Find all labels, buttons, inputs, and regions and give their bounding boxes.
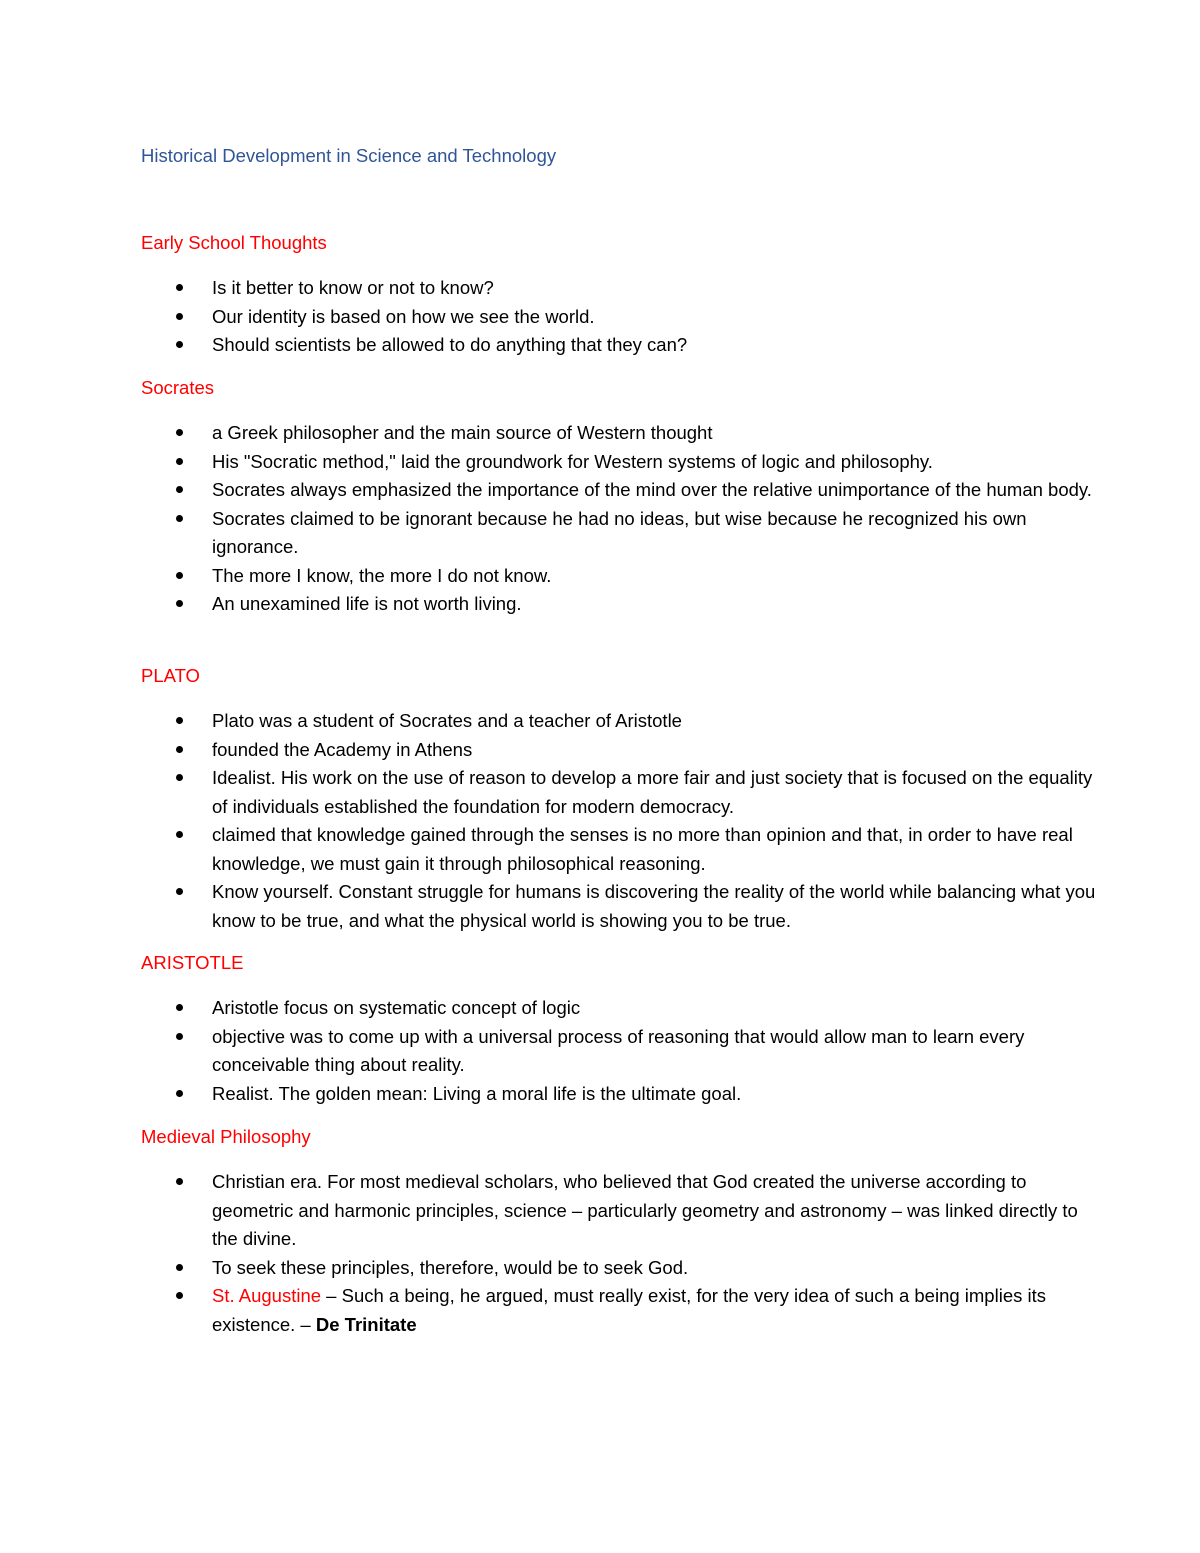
list-item <box>141 1080 1101 1109</box>
bullet-icon <box>176 1292 183 1299</box>
list-item-text: Idealist. His work on the use of reason to develop a more fair and just society that is focused on the equality of individuals established the foundation for modern democracy. <box>212 767 1093 817</box>
augustine-name: St. Augustine <box>212 1285 322 1306</box>
section-heading: Socrates <box>141 377 215 398</box>
bullet-icon <box>176 600 183 607</box>
list-item-text: Socrates claimed to be ignorant because he had no ideas, but wise because he recognized his own ignorance. <box>212 507 1027 557</box>
list-item-text: Christian era. For most medieval scholars, who believed that God created the universe according to geometric and harmonic principles, science – particularly geometry and astronomy – was linked directly to the divine. <box>212 1171 1078 1249</box>
list-item <box>141 994 1101 1023</box>
list-item-text: Should scientists be allowed to do anything that they can? <box>212 334 688 355</box>
list-item <box>141 1254 1101 1283</box>
section-heading: ARISTOTLE <box>141 952 244 973</box>
list-item <box>141 476 1101 505</box>
bullet-icon <box>176 429 183 436</box>
list-item <box>141 562 1101 591</box>
list-item <box>141 274 1101 303</box>
list-item <box>141 764 1101 821</box>
bullet-icon <box>176 831 183 838</box>
augustine-work-title: De Trinitate <box>315 1313 417 1335</box>
list-item-text: Is it better to know or not to know? <box>212 277 494 298</box>
list-item <box>141 707 1101 736</box>
section-early-school-thoughts <box>141 230 1101 360</box>
list-item-text: Realist. The golden mean: Living a moral life is the ultimate goal. <box>212 1082 742 1104</box>
bullet-list <box>141 419 1101 619</box>
document-title: Historical Development in Science and Technology <box>141 145 557 166</box>
list-item <box>141 505 1101 562</box>
list-item <box>141 590 1101 619</box>
list-item-text: objective was to come up with a universal process of reasoning that would allow man to learn every conceivable thing about reality. <box>212 1025 1025 1075</box>
bullet-icon <box>176 1004 183 1011</box>
section-heading: Early School Thoughts <box>141 232 327 253</box>
augustine-quote: – Such a being, he argued, must really exist, for the very idea of such a being implies its existence. – <box>212 1285 1046 1335</box>
bullet-icon <box>176 572 183 579</box>
section-medieval-philosophy <box>141 1124 1101 1339</box>
list-item-text: Plato was a student of Socrates and a teacher of Aristotle <box>212 710 682 731</box>
list-item <box>141 736 1101 765</box>
bullet-icon <box>176 774 183 781</box>
bullet-list <box>141 707 1101 935</box>
bullet-icon <box>176 1264 183 1271</box>
bullet-list <box>141 1168 1101 1339</box>
list-item-text: An unexamined life is not worth living. <box>212 593 522 614</box>
list-item-text: Know yourself. Constant struggle for humans is discovering the reality of the world while balancing what you know to be true, and what the physical world is showing you to be true. <box>212 881 1096 931</box>
list-item-augustine <box>141 1282 1101 1339</box>
list-item-text: Aristotle focus on systematic concept of logic <box>212 997 581 1018</box>
bullet-icon <box>176 515 183 522</box>
section-heading: PLATO <box>141 665 200 686</box>
list-item <box>141 419 1101 448</box>
bullet-icon <box>176 1178 183 1185</box>
bullet-icon <box>176 1090 183 1097</box>
section-aristotle <box>141 950 1101 1108</box>
list-item <box>141 1168 1101 1254</box>
list-item <box>141 878 1101 935</box>
bullet-icon <box>176 458 183 465</box>
list-item-text: Socrates always emphasized the importance of the mind over the relative unimportance of the human body. <box>212 479 1092 500</box>
list-item <box>141 1023 1101 1080</box>
section-heading: Medieval Philosophy <box>141 1126 311 1147</box>
bullet-icon <box>176 717 183 724</box>
list-item-text: To seek these principles, therefore, would be to seek God. <box>212 1256 689 1278</box>
list-item-text: Our identity is based on how we see the world. <box>212 305 595 327</box>
section-plato <box>141 663 1101 935</box>
bullet-icon <box>176 341 183 348</box>
list-item-text: His "Socratic method," laid the groundwork for Western systems of logic and philosophy. <box>212 450 933 472</box>
list-item-text: a Greek philosopher and the main source of Western thought <box>212 422 713 443</box>
bullet-icon <box>176 313 183 320</box>
list-item <box>141 331 1101 360</box>
bullet-list <box>141 274 1101 360</box>
bullet-icon <box>176 746 183 753</box>
list-item-text: The more I know, the more I do not know. <box>212 564 552 586</box>
section-socrates <box>141 375 1101 619</box>
bullet-icon <box>176 486 183 493</box>
list-item-text: founded the Academy in Athens <box>212 738 473 760</box>
list-item <box>141 448 1101 477</box>
list-item <box>141 303 1101 332</box>
bullet-icon <box>176 1033 183 1040</box>
bullet-icon <box>176 888 183 895</box>
bullet-list <box>141 994 1101 1108</box>
list-item <box>141 821 1101 878</box>
list-item-text: claimed that knowledge gained through the senses is no more than opinion and that, in order to have real knowledge, we must gain it through philosophical reasoning. <box>212 824 1073 874</box>
bullet-icon <box>176 284 183 291</box>
